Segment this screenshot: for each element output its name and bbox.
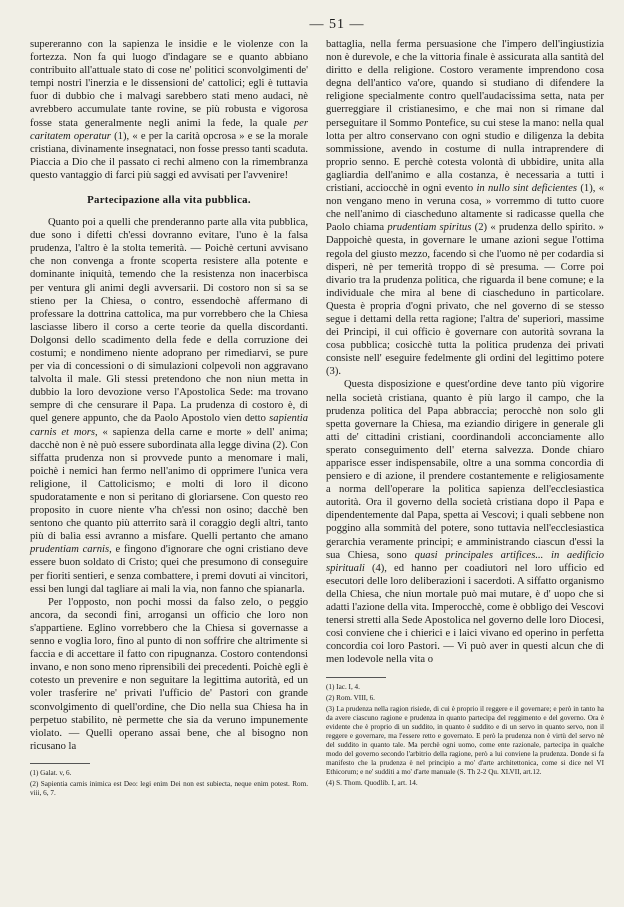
footnote: (4) S. Thom. Quodlib. I, art. 14. <box>326 778 418 787</box>
paragraph: supereranno con la sapienza le insidie e le violenze con la fortezza. Non fa qui luogo d'indagare se e quanto abbiano contribuito all'attuale stato di cose ne' politici sconvolgimenti de' tempi nostri l'inerzia e le dissensioni de' cattolici; egli è tuttavia fuor di dubbio che i malvagi sarebbero stati meno audaci, nè avrebbero accumulate tante rovine, se più robusta e vigorosa fosse stata generalmente negli animi la fede, la quale per caritatem operatur (1), « e per la carità opcrosa » e se la morale cristiana, divinamente insegnataci, non fosse presso tanti scaduta. Piaccia a Dio che il passato ci rechi almeno con la rimembranza questo vantaggio di farci più saggi ed avvisati per l'avvenire! <box>30 39 308 181</box>
page-number: — 51 — <box>309 17 365 32</box>
section-heading: Partecipazione alla vita pubblica. <box>87 194 251 207</box>
footnote-divider <box>326 677 386 678</box>
footnote: (1) Galat. v, 6. <box>30 768 72 777</box>
left-column <box>30 38 308 800</box>
footnote: (2) Sapientia carnis inimica est Deo: legi enim Dei non est subiecta, neque enim potest. Rom. viii, 6, 7. <box>30 779 308 797</box>
footnote: (3) La prudenza nella ragion risiede, di cui è proprio il reggere e il governare; e però in tanto ha da avere ciascuno ragione e prudenza in quanto partecipa del reggimento e del governo. Ora è evidente che è proprio di un suddito, in quanto è suddito e di un servo in quanto servo, non il reggere e governare, ma l'essere retto e governato. E però la prudenza non è virtù del servo nè del suddito in quanto tale. Ma perchè ogni uomo, come ente razionale, partecipa in qualche modo del governo secondo l'arbitrio della ragione, però a lui conviene la prudenza. Donde si fa manifesto che la prudenza è nel principio a mo' d'arte architettonica, come si dice nel VI Ethicorum; e ne' sudditi a mo' d'arte manuale (S. Th 2-2 Qu. XLVII, art.12. <box>326 704 604 776</box>
text-columns <box>30 38 604 800</box>
footnote-divider <box>30 763 90 764</box>
paragraph: Questa disposizione e quest'ordine deve tanto più vigorire nella società cristiana, quanto è più largo il campo, che la prudenza politica del Papa abbraccia; perocchè non solo gli spetta governare la Chiesa, ma eziandio dirigere in generale gli atti de' cittadini cristiani, coordinandoli acconciamente allo sperato conseguimento dell' eterna salvezza. Donde chiaro apparisce esser indispensabile, oltre a una somma concordia di pensiero e di azione, il prendere costantemente e religiosamente a norma dell'operare la politica sapienza dell'ecclesiastica autorità. Ora il governo della società cristiana dopo il Papa e dipendentemente dal Papa, spetta ai Vescovi; i quali sebbene non poggino alla sommità del potere, sono tuttavia nell'ecclesiastica gerarchia veramente principi; e amministrando ciascun d'essi la sua Chiesa, sono quasi principales artifices... in aedificio spirituali (4), ed hanno per coadiutori nel loro ufficio ed esecutori delle loro deliberazioni i sacerdoti. A siffatto organismo della Chiesa, che niun mortale può mai mutare, è d' uopo che si adatti l'azione della vita. Imperocchè, come è obbligo dei Vescovi tenersi stretti alla Sede Apostolica nel governo delle loro Diocesi, così conviene che i chierici e i laici vivano ed operino in perfetta concordia coi loro Pastori. — Vi può aver in questi alcun che di men lodevole nella vita o <box>326 379 604 666</box>
paragraph: Per l'opposto, non pochi mossi da falso zelo, o peggio ancora, da secondi fini, arrogansi un officio che loro non s'appartiene. Eglino vorrebbero che la Chiesa si governasse a senno e voglia loro, fino al punto di non soffrire che altrimente si faccia e di accettare il fatto con ripugnanza. Costoro contendonsi invano, e non sono meno riprensibili dei precedenti. Poichè egli è cotesto un prevenire e non seguitare la legittima autorità, ed un voler trasferire ne' privati l'ufficio de' Pastori con grande sconvolgimento di quell'ordine, che Dio nella sua Chiesa ha in perpetuo stabilito, nè permette che sia da veruno impunemente violato. — Quelli operano assai bene, che al bisogno non ricusano la <box>30 596 308 752</box>
footnote: (2) Rom. VIII, 6. <box>326 693 375 702</box>
footnote: (1) Iac. I, 4. <box>326 682 360 691</box>
paragraph: Quanto poi a quelli che prenderanno parte alla vita pubblica, due sono i difetti ch'essi dovranno evitare, l'uno è la falsa prudenza, l'altro è la stolta temerità. — Poichè certuni avvisano che non convenga a fronte scoperta resistere alla potente e dominante iniquità, temendo che la resistenza non inacerbisca per ventura gli animi degli avversarii. Di costoro non si sa se stieno per la Chiesa, o contro, essendochè affermano di professare la dottrina cattolica, ma pur vorrebbero che la Chiesa lasciasse libero il corso a certe teorie da quella discordanti. Dolgonsi dello scadimento della fede e della corruzione dei costumi; e nondimeno niente adoprano per rimediarvi, se pure per via di concessioni o di simulazioni colpevoli non aggravano talvolta il male. Gli stessi pretendono che non niun metta in dubbio la loro devozione verso l'Apostolica Sede: ma trovano sempre di che censurare il Papa. La prudenza di costoro è, di quel genere appunto, che da Paolo Apostolo vien detto sapientia carnis et mors, « sapienza della carne e morte » dell' anima; dacchè non è nè può essere subordinata alla legge divina (2). Con siffatta prudenza non si provvede punto a menomare i mali, poichè i nemici han fermo nell'animo di opprimere l'unica vera religione, il Cattolicismo; e molti di loro il dicono spudoratamente e non si peritano di gloriarsene. Con questo reo proposito in cuore niente v'ha ch'essi non osino; dacchè ben sentono che quanto più atterrito sarà il coraggio degli altri, tanto più di balìa essi avranno a misfare. Quelli pertanto che amano prudentiam carnis, e fingono d'ignorare che ogni cristiano deve essere buon soldato di Cristo; quei che presumono di conseguire per fioriti sentieri, e senza combattere, i premi dovuti ai vincitori, essi ben lungi dal tagliare ai mali la via, non fanno che spianarla. <box>30 217 308 595</box>
right-column <box>326 38 604 800</box>
paragraph: battaglia, nella ferma persuasione che l'impero dell'ingiustizia non è durevole, e che la vittoria finale è assicurata alla santità del diritto e della religione. Costoro veramente imprendono cosa degna dell'antico va'ore, quando si studiano di difendere la religione specialmente contro quell'audacissima setta, nata per guerreggiare il cristianesimo, e che mai non si rimane dal perseguitare il Sommo Pontefice, su cui stese la mano: nella qual lotta per altro conservano con ogni studio e diligenza la debita sommissione, avendo in costume di nulla intraprendere di proprio senno. E perchè cotesta volontà di ubbidire, unita alla gagliardia dell'animo e alla costanza, è necessaria a tutti i cristiani, acciocchè in ogni evento in nullo sint deficientes (1), « non vengano meno in veruna cosa, » vorremmo di tutto cuore che nell'animo di ciascheduno altamente si radicasse quella che Paolo chiama prudentiam spiritus (2) « prudenza dello spirito. » Dappoichè questa, in governare le umane azioni segue l'ottima regola del giusto mezzo, facendo sì che l'uomo nè per codardia si disperi, nè per temerità troppo di sè presuma. — Corre poi divario tra la prudenza politica, che riguarda il bene comune; e la individuale che mira al bene di ciascheduno in particolare. Questa è propria d'ogni privato, che nel governo di se stesso segue i dettami della retta ragione; l'altra de' superiori, massime dei Principi, il cui officio è governare con autorità sovrana la cosa pubblica; cosicchè tutta la politica prudenza dei privati consiste nell' eseguire fedelmente gli ordini del legittimo potere (3). <box>326 39 604 378</box>
